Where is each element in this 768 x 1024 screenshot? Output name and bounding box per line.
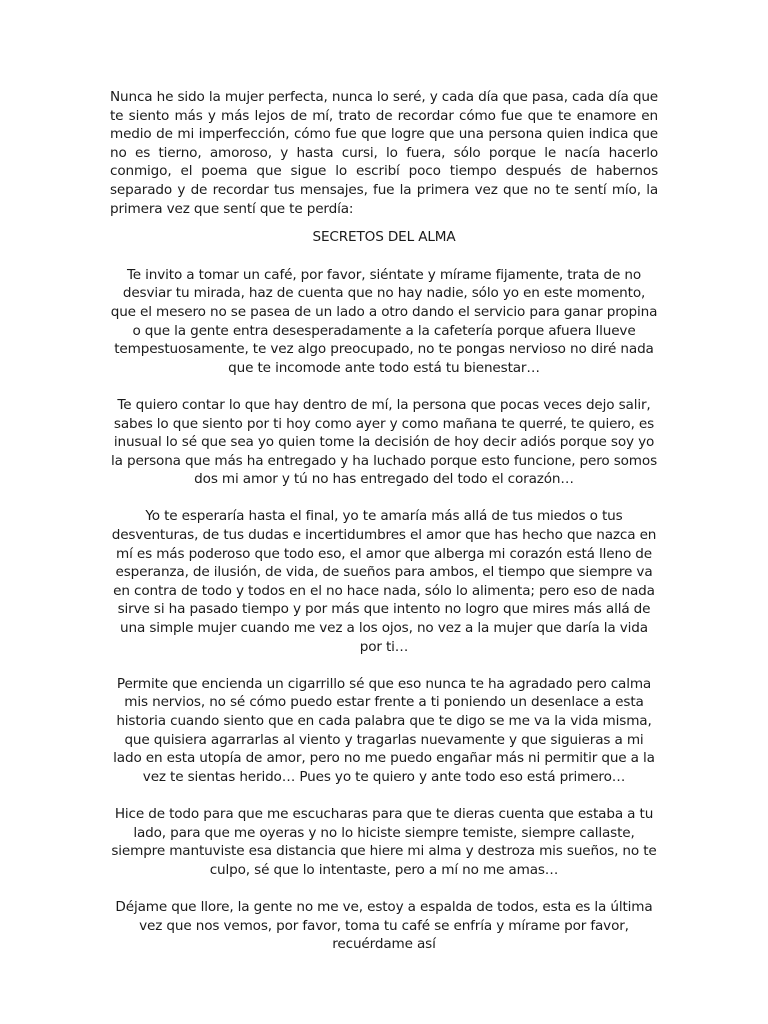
poem-paragraph-4: Permite que encienda un cigarrillo sé que eso nunca te ha agradado pero calma mis nervios, no sé cómo puedo estar frente a ti poniendo un desenlace a esta historia cuando siento que en cada palabra que te digo se me va la vida misma, que quisiera agarrarlas al viento y tragarlas nuevamente y que siguieras a mi lado en esta utopía de amor, pero no me puedo engañar más ni permitir que a la vez te sientas herido… Pues yo te quiero y ante todo eso está primero… <box>113 675 655 785</box>
poem-paragraph-3: Yo te esperaría hasta el final, yo te amaría más allá de tus miedos o tus desventuras, de tus dudas e incertidumbres el amor que has hecho que nazca en mí es más poderoso que todo eso, el amor que alberga mi corazón está lleno de esperanza, de ilusión, de vida, de sueños para ambos, el tiempo que siempre va en contra de todo y todos en el no hace nada, sólo lo alimenta; pero eso de nada sirve si ha pasado tiempo y por más que intento no logro que mires más allá de una simple mujer cuando me vez a los ojos, no vez a la mujer que daría la vida por ti… <box>111 508 657 655</box>
document-page <box>110 88 658 972</box>
intro-paragraph: Nunca he sido la mujer perfecta, nunca lo seré, y cada día que pasa, cada día que te siento más y más lejos de mí, trato de recordar cómo fue que te enamore en medio de mi imperfección, cómo fue que logre que una persona quien indica que no es tierno, amoroso, y hasta cursi, lo fuera, sólo porque le nacía hacerlo conmigo, el poema que sigue lo escribí poco tiempo después de habernos separado y de recordar tus mensajes, fue la primera vez que no te sentí mío, la primera vez que sentí que te perdía: <box>110 89 658 217</box>
poem-paragraph-5: Hice de todo para que me escucharas para que te dieras cuenta que estaba a tu lado, para que me oyeras y no lo hiciste siempre temiste, siempre callaste, siempre mantuviste esa distancia que hiere mi alma y destroza mis sueños, no te culpo, sé que lo intentaste, pero a mí no me amas… <box>111 805 657 878</box>
poem-paragraph-2: Te quiero contar lo que hay dentro de mí, la persona que pocas veces dejo salir, sabes lo que siento por ti hoy como ayer y como mañana te querré, te quiero, es inusual lo sé que sea yo quien tome la decisión de hoy decir adiós porque soy yo la persona que más ha entregado y ha luchado porque esto funcione, pero somos dos mi amor y tú no has entregado del todo el corazón… <box>111 396 657 488</box>
poem-paragraph-1: Te invito a tomar un café, por favor, siéntate y mírame fijamente, trata de no desviar tu mirada, haz de cuenta que no hay nadie, sólo yo en este momento, que el mesero no se pasea de un lado a otro dando el servicio para ganar propina o que la gente entra desesperadamente a la cafetería porque afuera llueve tempestuosamente, te vez algo preocupado, no te pongas nervioso no diré nada que te incomode ante todo está tu bienestar… <box>110 266 658 376</box>
poem-title: SECRETOS DEL ALMA <box>312 229 456 246</box>
poem-paragraph-6: Déjame que llore, la gente no me ve, estoy a espalda de todos, esta es la última vez que nos vemos, por favor, toma tu café se enfría y mírame por favor, recuérdame así <box>115 898 653 953</box>
